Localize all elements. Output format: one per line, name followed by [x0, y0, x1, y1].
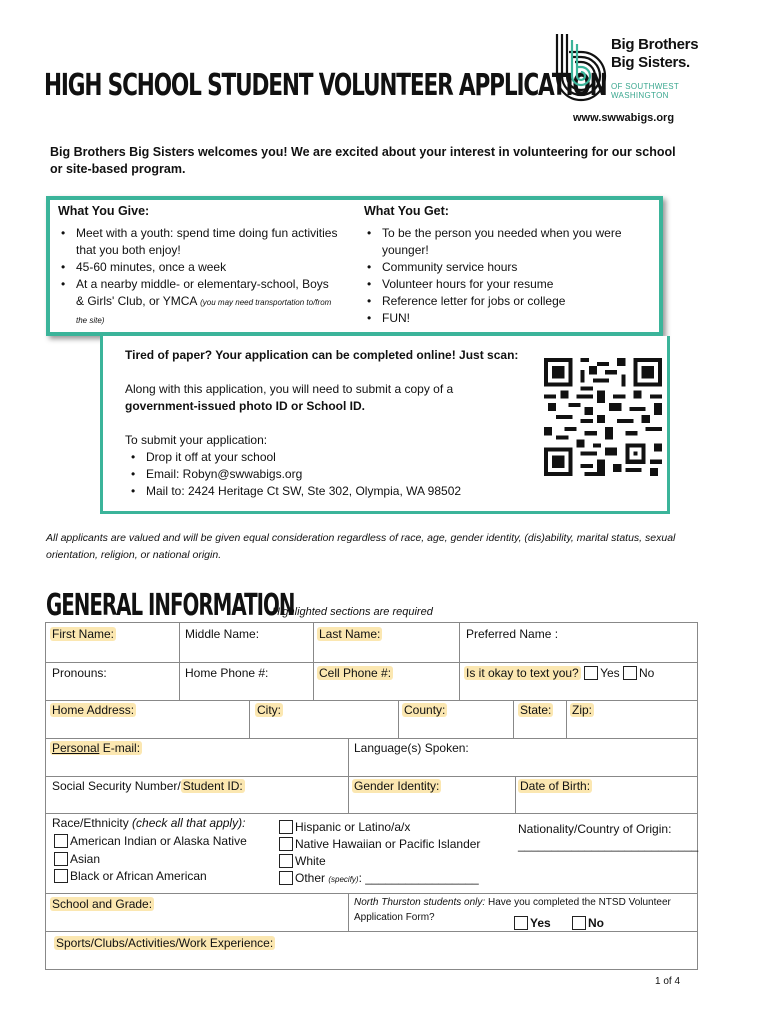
nationality-blank[interactable]: ___________________________ [518, 838, 699, 852]
middle-name-field[interactable] [185, 627, 259, 641]
divider [249, 700, 250, 738]
yes-checkbox[interactable] [584, 666, 598, 680]
nationality-field[interactable] [518, 822, 698, 852]
equal-opportunity-statement: All applicants are valued and will be given equal consideration regardless of race, age, gender identity, (dis)ability, marital status, sexual orientation, religion, or national origin. [46, 532, 676, 561]
bbbs-logo [553, 32, 703, 106]
list-item: • Community service hours [364, 259, 654, 276]
option-label: Black or African American [70, 869, 207, 883]
option-label: Yes [530, 916, 551, 930]
state-field[interactable] [518, 703, 553, 717]
other-blank[interactable]: : _________________ [358, 871, 479, 885]
race-checkbox[interactable] [279, 837, 293, 851]
date-of-birth-field[interactable] [518, 779, 592, 793]
race-option[interactable] [54, 833, 247, 851]
race-checkbox[interactable] [54, 869, 68, 883]
home-phone-field[interactable] [185, 666, 268, 680]
field-label: Race/Ethnicity [52, 816, 133, 830]
list-item: • Volunteer hours for your resume [364, 276, 654, 293]
list-item: • 45-60 minutes, once a week [58, 259, 338, 276]
scan-text: Tired of paper? Your application can be completed online! Just scan: [125, 348, 519, 362]
field-label: Social Security Number/ [52, 779, 181, 793]
divider [513, 700, 514, 738]
race-option[interactable] [54, 868, 247, 886]
intro-text: Big Brothers Big Sisters welcomes you! We are excited about your interest in volunteering for our school or site-based program. [50, 145, 676, 176]
race-hint: (check all that apply): [132, 816, 246, 830]
last-name-field[interactable] [317, 627, 382, 641]
ssn-student-id-field[interactable] [52, 779, 245, 793]
no-checkbox[interactable] [623, 666, 637, 680]
divider [46, 662, 697, 663]
field-label: Sports/Clubs/Activities/Work Experience: [56, 936, 274, 950]
other-hint: (specify) [328, 875, 359, 884]
option-label: White [295, 854, 326, 868]
option-label: Yes [600, 666, 620, 680]
race-checkbox[interactable] [279, 871, 293, 885]
bbbs-logo-mark-icon [553, 32, 609, 106]
zip-field[interactable] [570, 703, 594, 717]
school-grade-field[interactable] [50, 897, 154, 911]
divider [566, 700, 567, 738]
page-title: HIGH SCHOOL STUDENT VOLUNTEER APPLICATION [44, 68, 607, 103]
list-item: • Drop it off at your school [128, 449, 528, 466]
required-note: Highlighted sections are required [272, 606, 433, 618]
county-field[interactable] [402, 703, 447, 717]
ntsd-no-option[interactable] [572, 916, 604, 930]
get-list [364, 225, 654, 327]
option-label: Asian [70, 851, 101, 866]
list-item: • Mail to: 2424 Heritage Ct SW, Ste 302, Olympia, WA 98502 [128, 483, 528, 500]
list-item[interactable]: • Email: Robyn@swwabigs.org [128, 466, 528, 483]
list-item [58, 276, 338, 329]
divider [46, 931, 697, 932]
option-label: No [588, 916, 604, 930]
city-field[interactable] [255, 703, 283, 717]
option-label: No [639, 666, 655, 680]
list-item: • Reference letter for jobs or college [364, 293, 654, 310]
race-option[interactable] [279, 836, 480, 853]
field-label: Language(s) Spoken: [354, 741, 469, 755]
email-label-rest: E-mail: [99, 741, 141, 755]
field-label: Preferred Name : [466, 627, 559, 641]
divider [515, 776, 516, 813]
divider [398, 700, 399, 738]
list-item: • To be the person you needed when you were younger! [364, 225, 654, 259]
field-label: State: [520, 703, 552, 717]
ntsd-no-checkbox[interactable] [572, 916, 586, 930]
divider [46, 738, 697, 739]
field-label: Nationality/Country of Origin: [518, 822, 672, 836]
race-options-left [54, 833, 247, 886]
divider [46, 813, 697, 814]
along-line: Along with this application, you will need to submit a copy of a [125, 382, 454, 396]
divider [46, 893, 697, 894]
divider [348, 738, 349, 813]
field-label: School and Grade: [52, 897, 153, 911]
race-options-right [279, 819, 480, 888]
race-option[interactable] [279, 819, 480, 836]
qr-code-icon[interactable] [544, 356, 662, 478]
list-item: • FUN! [364, 310, 654, 327]
ntsd-yes-checkbox[interactable] [514, 916, 528, 930]
divider [46, 700, 697, 701]
logo-sub-line: OF SOUTHWEST [611, 82, 680, 91]
divider [46, 776, 697, 777]
field-label: Pronouns: [52, 666, 107, 680]
field-label: Cell Phone #: [319, 666, 392, 680]
field-label: Student ID: [182, 779, 243, 793]
race-checkbox[interactable] [279, 820, 293, 834]
race-checkbox[interactable] [54, 834, 68, 848]
logo-text: Big Brothers [611, 36, 699, 53]
get-heading: What You Get: [364, 204, 449, 218]
option-label: American Indian or Alaska Native [70, 834, 247, 848]
field-label: Home Phone #: [185, 666, 269, 680]
field-label: Zip: [572, 703, 593, 717]
divider [348, 893, 349, 931]
field-label: Is it okay to text you? [466, 666, 579, 680]
field-label: Gender Identity: [354, 779, 440, 793]
text-ok-question [464, 666, 654, 680]
field-label [50, 741, 142, 755]
list-item: • Meet with a youth: spend time doing fun activities that you both enjoy! [58, 225, 338, 259]
list-item-text: At a nearby middle- or elementary-school, Boys & Girls' Club, or YMCA [76, 277, 329, 308]
transport-note: (you may need transportation to/from the site) [76, 298, 332, 325]
option-label: Native Hawaiian or Pacific Islander [295, 837, 481, 851]
give-list [58, 225, 338, 329]
give-heading: What You Give: [58, 204, 150, 218]
submit-heading: To submit your application: [125, 433, 268, 447]
logo-subtitle [611, 82, 679, 100]
general-info-form [45, 622, 698, 970]
option-label: Other [295, 871, 329, 885]
field-label: County: [404, 703, 446, 717]
option-label: Hispanic or Latino/a/x [295, 820, 411, 834]
field-label: Middle Name: [185, 627, 260, 641]
ntsd-italic: North Thurston students only: [354, 897, 486, 908]
race-option[interactable] [279, 870, 480, 888]
sports-activities-field[interactable] [54, 936, 275, 950]
submit-methods [128, 449, 528, 500]
along-text [125, 381, 453, 415]
logo-sub-line: WASHINGTON [611, 91, 669, 100]
preferred-name-field[interactable] [466, 627, 558, 641]
field-label: Date of Birth: [520, 779, 591, 793]
race-option[interactable] [279, 853, 480, 870]
personal-email-field[interactable] [50, 741, 142, 755]
race-checkbox[interactable] [54, 852, 68, 866]
field-label: First Name: [52, 627, 115, 641]
pronouns-field[interactable] [52, 666, 107, 680]
website-link[interactable]: www.swwabigs.org [573, 112, 675, 124]
gender-identity-field[interactable] [352, 779, 441, 793]
field-label: City: [257, 703, 281, 717]
field-label: Home Address: [52, 703, 135, 717]
along-bold-line: government-issued photo ID or School ID. [125, 399, 366, 413]
first-name-field[interactable] [50, 627, 116, 641]
give-get-box [46, 196, 663, 336]
section-title: GENERAL INFORMATION [46, 588, 295, 623]
home-address-field[interactable] [50, 703, 136, 717]
race-option[interactable] [54, 851, 247, 869]
ntsd-text: Have you completed the NTSD Volunteer Application Form? [354, 897, 671, 923]
race-label [52, 816, 245, 830]
divider [459, 623, 460, 700]
divider [179, 623, 180, 700]
page-number: 1 of 4 [655, 976, 681, 987]
ntsd-yes-option[interactable] [514, 916, 551, 930]
logo-text: Big Sisters. [611, 54, 690, 71]
field-label: Last Name: [319, 627, 381, 641]
email-personal-word: Personal [52, 741, 100, 755]
race-checkbox[interactable] [279, 854, 293, 868]
cell-phone-field[interactable] [317, 666, 393, 680]
languages-field[interactable] [354, 741, 469, 755]
divider [313, 623, 314, 700]
